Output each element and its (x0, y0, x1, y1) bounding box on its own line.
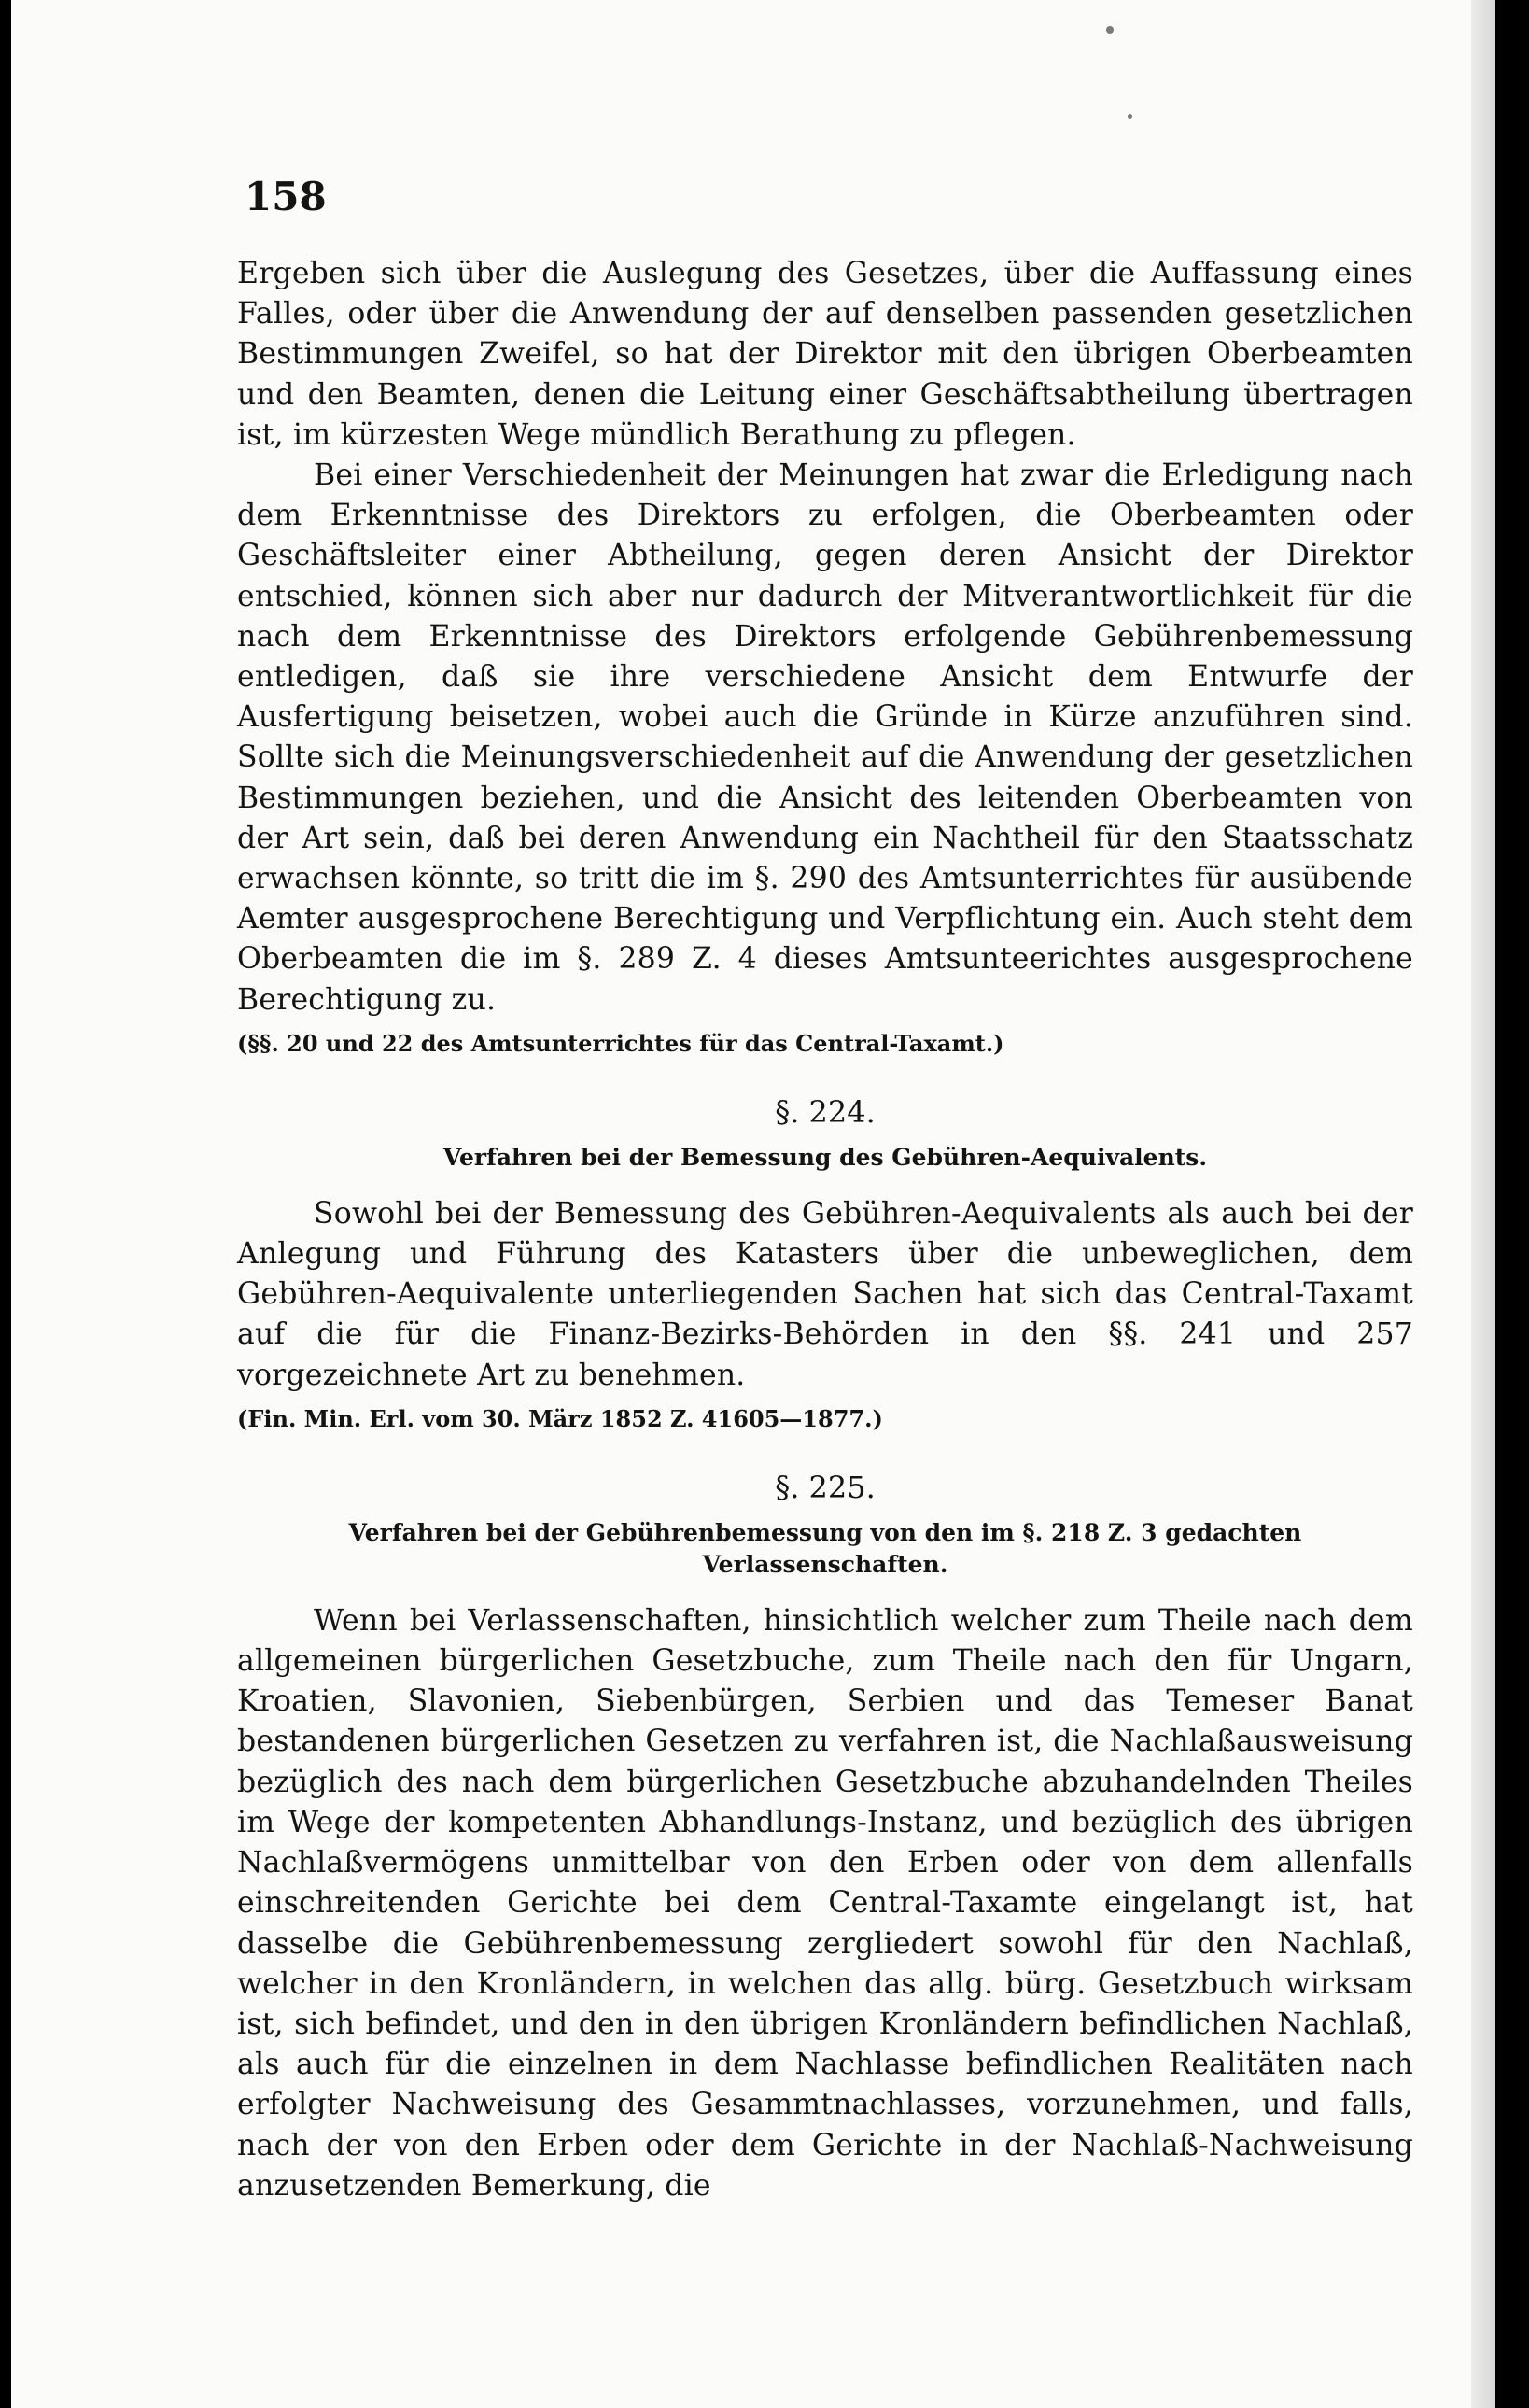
section-title-225: Verfahren bei der Gebührenbemessung von den im §. 218 Z. 3 gedachten Verlassenschaften. (348, 1518, 1302, 1578)
page-fold-shadow (1471, 0, 1495, 2408)
paragraph-1: Ergeben sich über die Auslegung des Gesetzes, über die Auffassung eines Falles, oder über die Anwendung der auf denselben passenden gesetzlichen Bestimmungen Zweifel, so hat der Direktor mit den übrigen Oberbeamten und den Beamten, denen die Leitung einer Geschäftsabtheilung übertragen ist, im kürzesten Wege mündlich Berathung zu pflegen. (237, 257, 1413, 452)
reference-note-2: (Fin. Min. Erl. vom 30. März 1852 Z. 41605—1877.) (237, 1404, 883, 1432)
section-text-225: Wenn bei Verlassenschaften, hinsichtlich welcher zum Theile nach dem allgemeinen bürgerlichen Gesetzbuche, zum Theile nach den für Ungarn, Kroatien, Slavonien, Siebenbürgen, Serbien und das Temeser Banat bestandenen bürgerlichen Gesetzen zu verfahren ist, die Nachlaßausweisung bezüglich des nach dem bürgerlichen Gesetzbuche abzuhandelnden Theiles im Wege der kompetenten Abhandlungs-Instanz, und bezüglich des übrigen Nachlaßvermögens unmittelbar von den Erben oder von dem allenfalls einschreitenden Gerichte bei dem Central-Taxamte eingelangt ist, hat dasselbe die Gebührenbemessung zergliedert sowohl für den Nachlaß, welcher in den Kronländern, in welchen das allg. bürg. Gesetzbuch wirksam ist, sich befindet, und den in den übrigen Kronländern befindlichen Nachlaß, als auch für die einzelnen in dem Nachlasse befindlichen Realitäten nach erfolgter Nachweisung des Gesammtnachlasses, vorzunehmen, und falls, nach der von den Erben oder dem Gerichte in der Nachlaß-Nachweisung anzusetzenden Bemerkung, die (237, 1603, 1413, 2203)
page-content (237, 174, 1413, 2206)
paper-speck (1106, 26, 1114, 34)
section-number-225: §. 225. (775, 1469, 876, 1505)
section-title-224: Verfahren bei der Bemessung des Gebühren-Aequivalents. (442, 1143, 1208, 1171)
section-number-224: §. 224. (775, 1093, 876, 1130)
paragraph-2: Bei einer Verschiedenheit der Meinungen hat zwar die Erledigung nach dem Erkenntnisse des Direktors zu erfolgen, die Oberbeamten oder Geschäftsleiter einer Abtheilung, gegen deren Ansicht der Direktor entschied, können sich aber nur dadurch der Mitverantwortlichkeit für die nach dem Erkenntnisse des Direktors erfolgende Gebührenbemessung entledigen, daß sie ihre verschiedene Ansicht dem Entwurfe der Ausfertigung beisetzen, wobei auch die Gründe in Kürze anzuführen sind. Sollte sich die Meinungsverschiedenheit auf die Anwendung der gesetzlichen Bestimmungen beziehen, und die Ansicht des leitenden Oberbeamten von der Art sein, daß bei deren Anwendung ein Nachtheil für den Staatsschatz erwachsen könnte, so tritt die im §. 290 des Amtsunterrichtes für ausübende Aemter ausgesprochene Berechtigung und Verpflichtung ein. Auch steht dem Oberbeamten die im §. 289 Z. 4 dieses Amtsunteerichtes ausgesprochene Berechtigung zu. (237, 458, 1413, 1017)
section-text-224: Sowohl bei der Bemessung des Gebühren-Aequivalents als auch bei der Anlegung und Führung des Katasters über die unbeweglichen, dem Gebühren-Aequivalente unterliegenden Sachen hat sich das Central-Taxamt auf die für die Finanz-Bezirks-Behörden in den §§. 241 und 257 vorgezeichnete Art zu benehmen. (237, 1196, 1413, 1392)
reference-note-1: (§§. 20 und 22 des Amtsunterrichtes für das Central-Taxamt.) (237, 1029, 1004, 1057)
book-page (11, 0, 1495, 2408)
page-number: 158 (245, 174, 327, 219)
paper-speck (1128, 114, 1132, 119)
